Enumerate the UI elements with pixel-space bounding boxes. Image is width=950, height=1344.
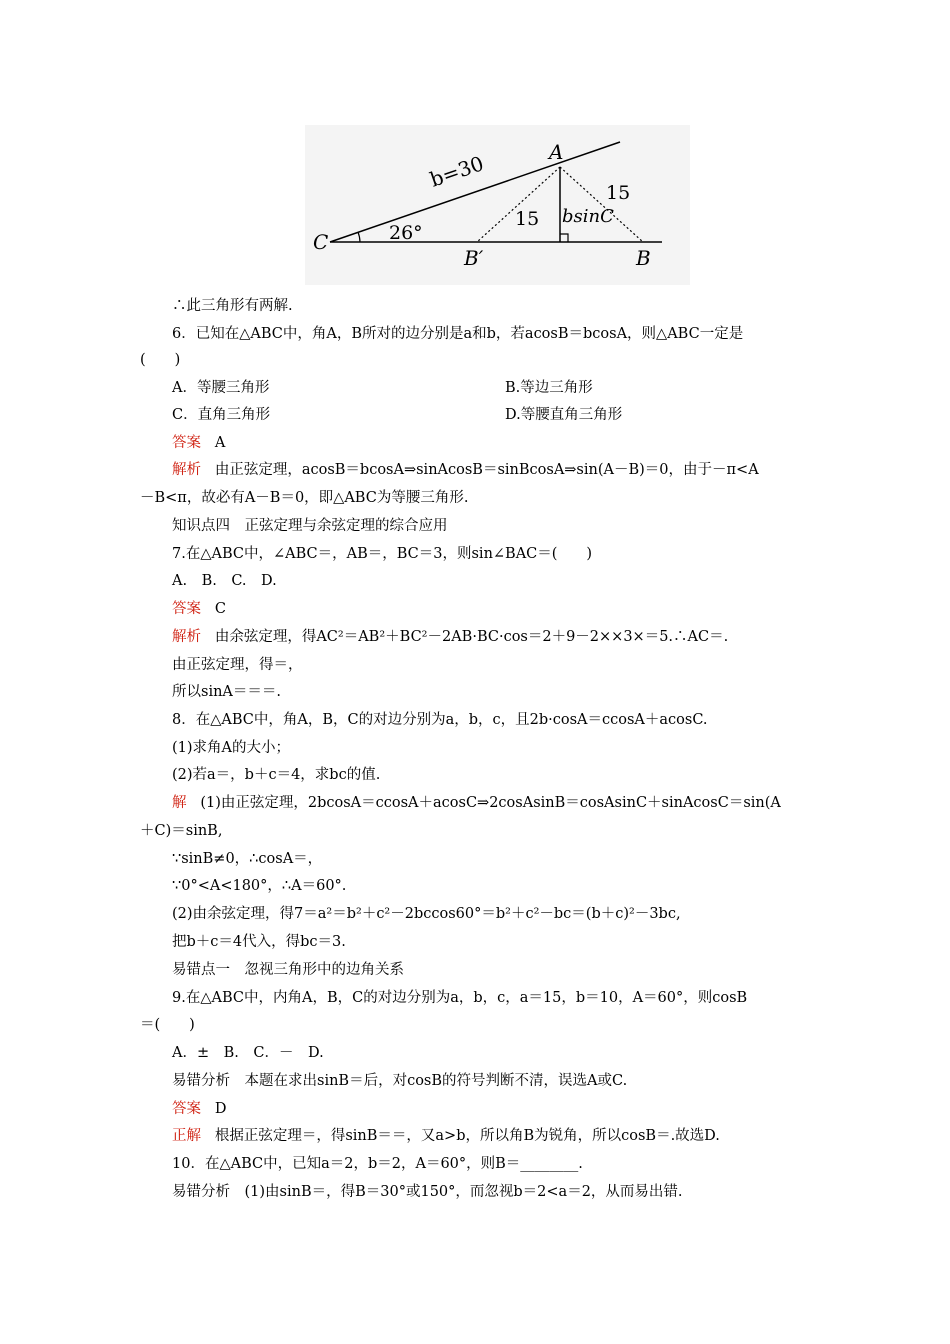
q9-answer xyxy=(172,1099,226,1119)
dashed-ab xyxy=(560,167,643,242)
analysis-label: 解析 xyxy=(172,462,201,478)
q6-analysis-cont: －B<π，故必有A－B＝0，即△ABC为等腰三角形. xyxy=(140,490,469,506)
q8-stem: 8．在△ABC中，角A，B，C的对边分别为a，b，c，且2b·cosA＝ccosA＋acosC. xyxy=(172,712,708,728)
label-dashed-left: 15 xyxy=(515,208,540,230)
answer-text: A xyxy=(214,435,226,451)
q8-solution xyxy=(172,793,781,813)
q9-error-analysis: 易错分析 本题在求出sinB＝后，对cosB的符号判断不清，误选A或C. xyxy=(172,1073,628,1089)
label-point-b-prime: B′ xyxy=(464,246,484,270)
q6-option-b: B.等边三角形 xyxy=(505,380,593,396)
dashed-ab-prime xyxy=(477,167,560,242)
label-angle: 26° xyxy=(389,222,423,244)
q10-stem: 10．在△ABC中，已知a＝2，b＝2，A＝60°，则B＝________. xyxy=(172,1156,583,1172)
answer-label: 答案 xyxy=(172,1101,201,1117)
q8-solution-line3: ∵sinB≠0，∴cosA＝， xyxy=(172,851,323,867)
answer-text: C xyxy=(214,601,226,617)
analysis-text: 由正弦定理，acosB＝bcosA⇒sinAcosB＝sinBcosA⇒sin(A－B)＝0，由于－π<A xyxy=(214,462,759,478)
q6-stem: 6．已知在△ABC中，角A，B所对的边分别是a和b，若acosB＝bcosA，则△ABC一定是 xyxy=(172,326,744,342)
q9-correct-solution xyxy=(172,1126,720,1146)
q8-part2: (2)若a＝，b＋c＝4，求bc的值. xyxy=(172,767,381,783)
q8-solution-line5: (2)由余弦定理，得7＝a²＝b²＋c²－2bccos60°＝b²＋c²－bc＝(b＋c)²－3bc, xyxy=(172,906,681,922)
q7-analysis-line2: 由正弦定理，得＝， xyxy=(172,657,303,673)
analysis-label: 解析 xyxy=(172,629,201,645)
correct-solution-label: 正解 xyxy=(172,1128,201,1144)
correct-solution-text: 根据正弦定理＝，得sinB＝＝，又a>b，所以角B为锐角，所以cosB＝.故选D. xyxy=(214,1128,720,1144)
section-heading-4: 知识点四 正弦定理与余弦定理的综合应用 xyxy=(172,518,448,534)
solution-text: (1)由正弦定理，2bcosA＝ccosA＋acosC⇒2cosAsinB＝cosAsinC＋sinAcosC＝sin(A xyxy=(200,795,781,811)
label-dashed-right: 15 xyxy=(606,182,631,204)
triangle-figure xyxy=(305,125,690,285)
label-point-b: B xyxy=(636,246,651,270)
conclusion-line: ∴此三角形有两解. xyxy=(172,298,293,314)
q8-part1: (1)求角A的大小； xyxy=(172,740,291,756)
angle-arc xyxy=(358,232,360,242)
label-point-a: A xyxy=(549,140,564,164)
answer-label: 答案 xyxy=(172,601,201,617)
label-side-b: b=30 xyxy=(426,151,487,192)
q10-error-analysis: 易错分析 (1)由sinB＝，得B＝30°或150°，而忽视b＝2<a＝2，从而易出错. xyxy=(172,1184,683,1200)
q6-blank: ( ) xyxy=(140,352,181,368)
q9-stem: 9.在△ABC中，内角A，B，C的对边分别为a，b，c，a＝15，b＝10，A＝60°，则cosB xyxy=(172,990,748,1006)
answer-text: D xyxy=(214,1101,227,1117)
q8-solution-line4: ∵0°<A<180°，∴A＝60°. xyxy=(172,878,347,894)
q6-option-c: C．直角三角形 xyxy=(172,407,271,423)
q9-stem-cont: ＝( ) xyxy=(140,1017,195,1033)
right-angle-marker xyxy=(560,234,568,242)
label-height: bsinC xyxy=(562,206,614,227)
q8-solution-cont: ＋C)＝sinB, xyxy=(140,823,223,839)
q7-stem: 7.在△ABC中，∠ABC＝，AB＝，BC＝3，则sin∠BAC＝( ) xyxy=(172,546,593,562)
q7-analysis xyxy=(172,627,728,647)
label-point-c: C xyxy=(313,230,329,254)
q6-analysis xyxy=(172,460,759,480)
q9-options: A．± B. C．－ D. xyxy=(172,1045,324,1061)
error-heading-1: 易错点一 忽视三角形中的边角关系 xyxy=(172,962,404,978)
q8-solution-line6: 把b＋c＝4代入，得bc＝3. xyxy=(172,934,346,950)
q6-option-d: D.等腰直角三角形 xyxy=(505,407,623,423)
q7-analysis-line3: 所以sinA＝＝＝. xyxy=(172,684,281,700)
analysis-text: 由余弦定理，得AC²＝AB²＋BC²－2AB·BC·cos＝2＋9－2××3×＝5.∴AC＝. xyxy=(214,629,729,645)
solution-label: 解 xyxy=(172,795,187,811)
q7-options: A. B. C. D. xyxy=(172,573,277,589)
q6-option-a: A．等腰三角形 xyxy=(172,380,270,396)
q6-answer xyxy=(172,433,225,453)
answer-label: 答案 xyxy=(172,435,201,451)
q7-answer xyxy=(172,599,226,619)
